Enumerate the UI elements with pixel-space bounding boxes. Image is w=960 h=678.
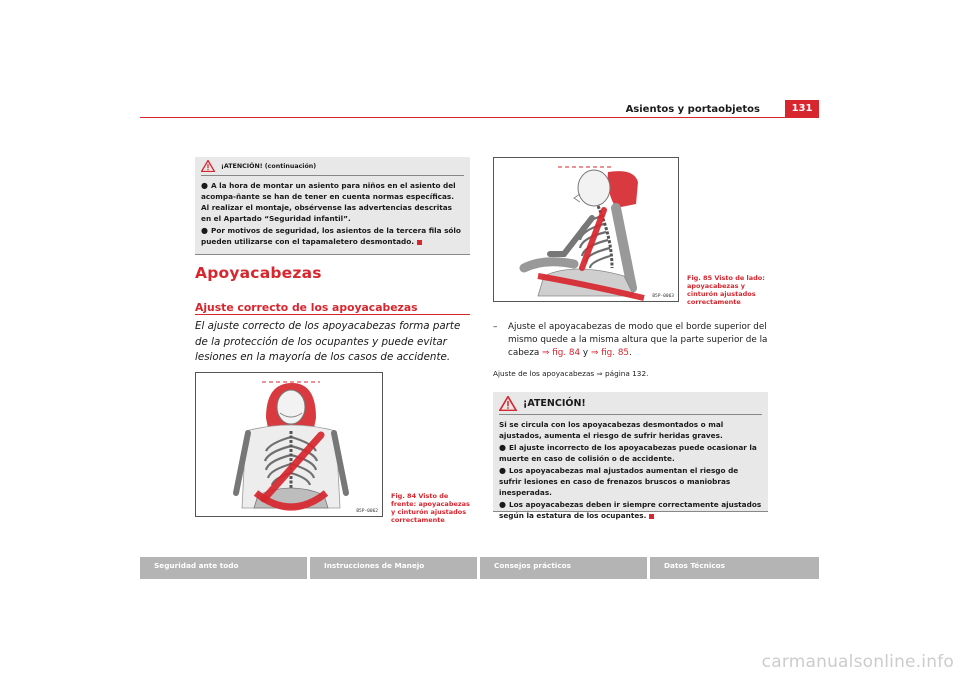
warning-item: ● El ajuste incorrecto de los apoyacabezas puede ocasionar la muerte en caso de colisión o de accidente. [499,443,757,463]
footer-tab-datos[interactable]: Datos Técnicos [650,557,819,579]
footer-tab-consejos[interactable]: Consejos prácticos [480,557,647,579]
watermark: carmanualsonline.info [761,652,954,672]
header-divider [140,117,819,118]
warning-triangle-icon [499,396,517,411]
warning-box [493,392,768,520]
figure-code: B5P-0063 [652,294,674,299]
figure-84-link[interactable]: ⇒ fig. 84 [542,348,581,358]
figure-85-link[interactable]: ⇒ fig. 85 [590,348,630,358]
subsection-title: Ajuste correcto de los apoyacabezas [195,301,418,314]
page-header-title: Asientos y portaobjetos [625,104,760,115]
figure-84-front-view [195,372,383,517]
section-intro: El ajuste correcto de los apoyacabezas forma parte de la protección de los ocupantes y puede evitar lesiones en la mayoría de los casos de accidente. [195,320,461,363]
step-dash: – [493,322,498,332]
section-title: Apoyacabezas [195,264,322,282]
footer-tab-seguridad[interactable]: Seguridad ante todo [140,557,307,579]
footer-tab-instrucciones[interactable]: Instrucciones de Manejo [310,557,477,579]
procedure-step [493,321,768,360]
end-of-section-mark [417,240,422,245]
figure-85-caption: Fig. 85 Visto de lado: apoyacabezas y cinturón ajustados correctamente [687,274,765,306]
warning-title: ¡ATENCIÓN! (continuación) [221,162,317,170]
warning-item: ● Por motivos de seguridad, los asientos de la tercera fila sólo pueden utilizarse con el tapamaletero desmontado. [201,226,461,246]
subsection-divider [195,314,470,315]
step-text: Ajuste el apoyacabezas de modo que el borde superior del mismo quede a la misma altura que la parte superior de la cabeza ⇒ fig. 84 y ⇒ fig. 85. [508,322,768,358]
warning-item: ● Los apoyacabezas deben ir siempre correctamente ajustados según la estatura de los ocupantes. [499,500,762,520]
skeleton-side-illustration [494,158,679,302]
page-number: 131 [785,100,819,117]
warning-header [201,160,464,176]
warning-header [499,396,762,415]
warning-item: ● Los apoyacabezas mal ajustados aumentan el riesgo de sufrir lesiones en caso de frenazos bruscos o maniobras inesperadas. [499,466,739,497]
warning-item: ● A la hora de montar un asiento para niños en el asiento del acompa-ñante se han de tener en cuenta normas específicas. Al realizar el montaje, obsérvense las advertencias descritas en el Apartado “Seguridad infantil”. [201,181,456,223]
warning-triangle-icon [201,160,215,172]
warning-title: ¡ATENCIÓN! [523,398,586,409]
figure-85-side-view [493,157,679,302]
figure-code: B5P-0062 [356,509,378,514]
warning-continued-box [195,157,470,255]
end-of-section-mark [649,514,654,519]
figure-84-caption: Fig. 84 Visto de frente: apoyacabezas y cinturón ajustados correctamente [391,492,470,524]
see-also-reference: Ajuste de los apoyacabezas ⇒ página 132. [493,369,649,378]
skeleton-front-illustration [196,373,383,517]
warning-intro: Si se circula con los apoyacabezas desmontados o mal ajustados, aumenta el riesgo de sufrir heridas graves. [499,420,724,440]
